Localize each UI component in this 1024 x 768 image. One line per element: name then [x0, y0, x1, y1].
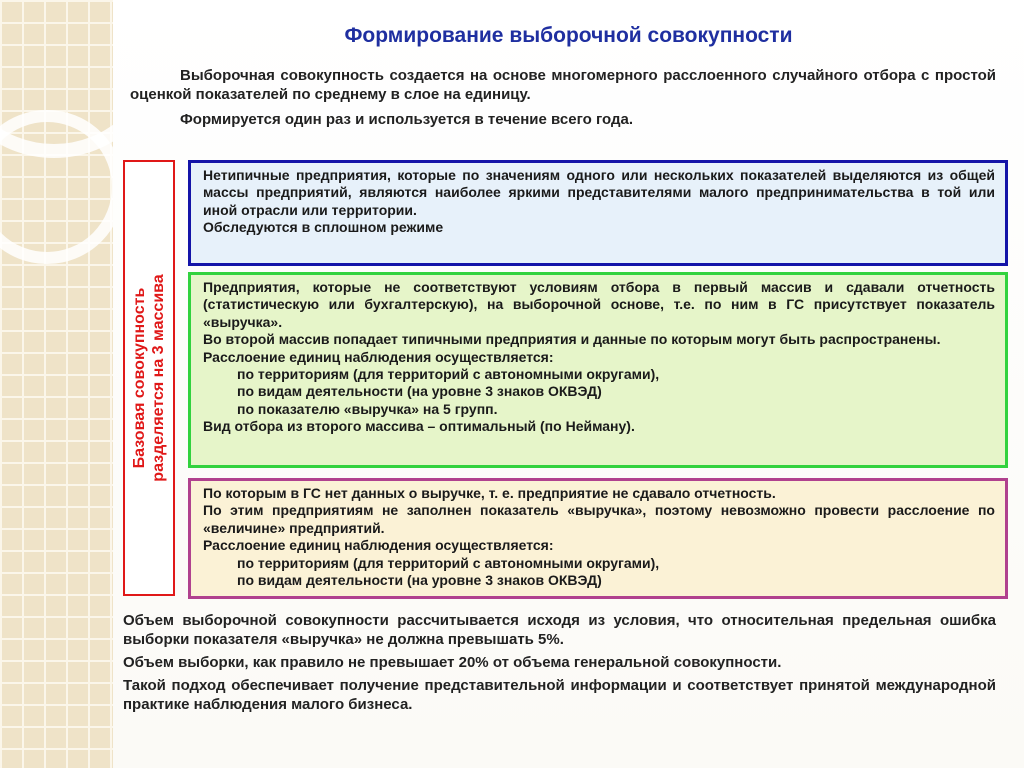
intro-p1-highlight: многомерного расслоенного случайного отбора с простой оценкой показателей по среднему в слое на единицу. — [130, 67, 996, 103]
array-1-box — [188, 160, 1008, 266]
array-2-p1-end: по ним в ГС присутствует показатель «выручка». — [203, 296, 995, 330]
conclusion-text — [123, 611, 996, 718]
vertical-label-line-2: разделяется на 3 массива — [150, 274, 167, 482]
array-3-stratification-item: по видам деятельности (на уровне 3 знаков ОКВЭД) — [237, 572, 602, 589]
conclusion-paragraph-3: Такой подход обеспечивает получение представительной информации и соответствует принятой международной практике наблюдения малого бизнеса. — [123, 677, 996, 713]
array-3-stratification-item: по территориям (для территорий с автономными округами), — [237, 554, 660, 571]
array-3-box — [188, 478, 1008, 599]
array-2-selection-type: Вид отбора из второго массива – оптимальный (по Нейману). — [203, 418, 635, 435]
array-2-box — [188, 272, 1008, 468]
array-3-p1-end: т. е. предприятие не сдавало отчетность. — [484, 485, 776, 501]
intro-paragraph-2: Формируется один раз и используется в течение всего года. — [180, 111, 633, 128]
array-2-p1-highlight: на выборочной основе, т.е. — [487, 296, 695, 313]
array-2-stratification-item: по видам деятельности (на уровне 3 знаков ОКВЭД) — [237, 383, 602, 400]
array-1-survey-mode: Обследуются в сплошном режиме — [203, 219, 444, 236]
vertical-label — [130, 274, 168, 481]
conclusion-paragraph-2: Объем выборки, как правило не превышает 20% от объема генеральной совокупности. — [123, 654, 782, 671]
array-3-paragraph-2: По этим предприятиям не заполнен показатель «выручка», поэтому невозможно провести расслоение по «величине» предприятий. — [203, 502, 995, 536]
array-1-description: Нетипичные предприятия, которые по значениям одного или нескольких показателей выделяются из общей массы предприятий, являются наиболее яркими представителями малого предпринимательства в той или иной отрасли или территории. — [203, 167, 995, 218]
intro-text — [130, 66, 996, 129]
array-3-p1-highlight: нет данных о выручке, — [324, 485, 485, 501]
conclusion-paragraph-1: Объем выборочной совокупности рассчитывается исходя из условия, что относительная предельная ошибка выборки показателя «выручка» не должна превышать 5%. — [123, 612, 996, 648]
array-3-p1-text: По которым в ГС — [203, 485, 325, 501]
array-3-stratification-heading: Расслоение единиц наблюдения осуществляется: — [203, 537, 554, 554]
array-2-p1-text: Предприятия, которые не соответствуют условиям отбора в первый массив и сдавали отчетность (статистическую или бухгалтерскую), — [203, 279, 995, 313]
vertical-label-box — [123, 160, 175, 596]
intro-p1-text: Выборочная совокупность создается на основе — [180, 67, 552, 84]
array-2-paragraph-1 — [203, 279, 995, 331]
array-2-stratification-item: по показателю «выручка» на 5 групп. — [237, 400, 498, 417]
array-2-stratification-heading: Расслоение единиц наблюдения осуществляется: — [203, 348, 554, 365]
array-2-stratification-item: по территориям (для территорий с автономными округами), — [237, 366, 660, 383]
intro-paragraph-1 — [130, 66, 996, 104]
array-2-paragraph-2: Во второй массив попадает типичными предприятия и данные по которым могут быть распространены. — [203, 331, 941, 348]
vertical-label-line-1: Базовая совокупность — [131, 287, 148, 469]
array-3-paragraph-1 — [203, 485, 995, 502]
slide-title: Формирование выборочной совокупности — [344, 24, 793, 47]
